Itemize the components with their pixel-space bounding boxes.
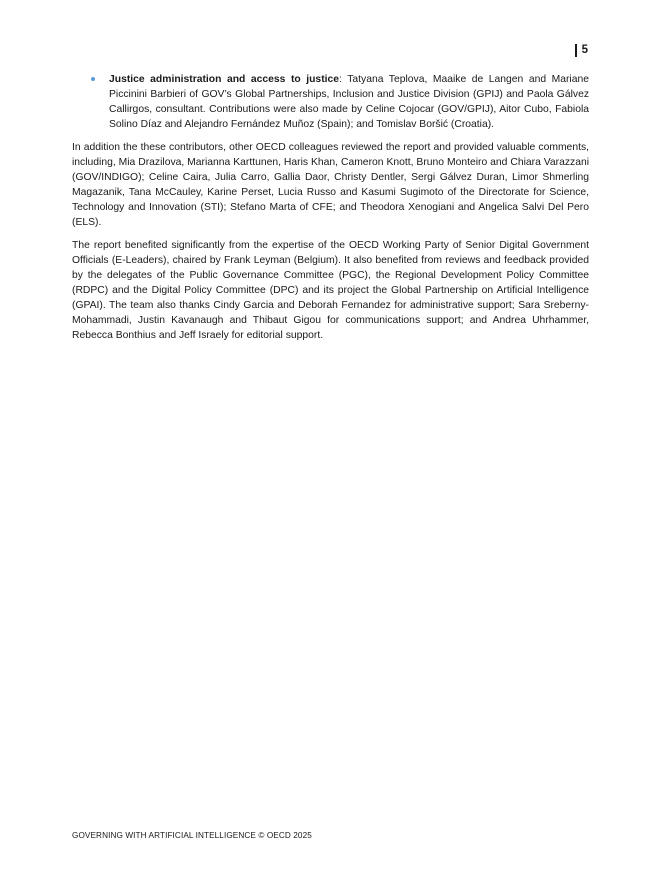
paragraph-acknowledgements: The report benefited significantly from the expertise of the OECD Working Party of Senior Digital Government Officials (E-Leaders), chaired by Frank Leyman (Belgium). It also benefited from reviews and feedback provided by the delegates of the Public Governance Committee (PGC), the Regional Development Policy Committee (RDPC) and the Digital Policy Committee (DPC) and its project the Global Partnership on Artificial Intelligence (GPAI). The team also thanks Cindy Garcia and Deborah Fernandez for administrative support; Sara Sreberny-Mohammadi, Justin Kavanaugh and Thibaut Gigou for communications support; and Andrea Uhrhammer, Rebecca Bonthius and Jeff Israely for editorial support.: [72, 240, 589, 341]
list-item: [72, 72, 589, 132]
page-number-divider: [575, 44, 576, 57]
page-number-value: 5: [581, 44, 588, 56]
page-number: [575, 43, 588, 57]
bullet-icon: [91, 77, 95, 81]
main-content: [72, 72, 589, 351]
page-footer: GOVERNING WITH ARTIFICIAL INTELLIGENCE © OECD 2025: [72, 831, 312, 840]
paragraph-contributors: In addition the these contributors, other OECD colleagues reviewed the report and provided valuable comments, including, Mia Drazilova, Marianna Karttunen, Haris Khan, Cameron Knott, Bruno Monteiro and Chiara Varazzani (GOV/INDIGO); Celine Caira, Julia Carro, Gallia Daor, Christy Dentler, Sergi Gálvez Duran, Limor Shmerling Magazanik, Tana McCauley, Karine Perset, Lucia Russo and Kasumi Sugimoto of the Directorate for Science, Technology and Innovation (STI); Stefano Marta of CFE; and Theodora Xenogiani and Angelica Salvi Del Pero (ELS).: [72, 142, 589, 228]
bullet-title: Justice administration and access to justice: [109, 74, 340, 85]
bullet-text: : Tatyana Teplova, Maaike de Langen and Mariane Piccinini Barbieri of GOV’s Global Partnerships, Inclusion and Justice Division (GPIJ) and Paola Gálvez Callirgos, consultant. Contributions were also made by Celine Cojocar (GOV/GPIJ), Aitor Cubo, Fabiola Solino Díaz and Alejandro Fernández Muñoz (Spain); and Tomislav Boršić (Croatia).: [109, 74, 589, 130]
